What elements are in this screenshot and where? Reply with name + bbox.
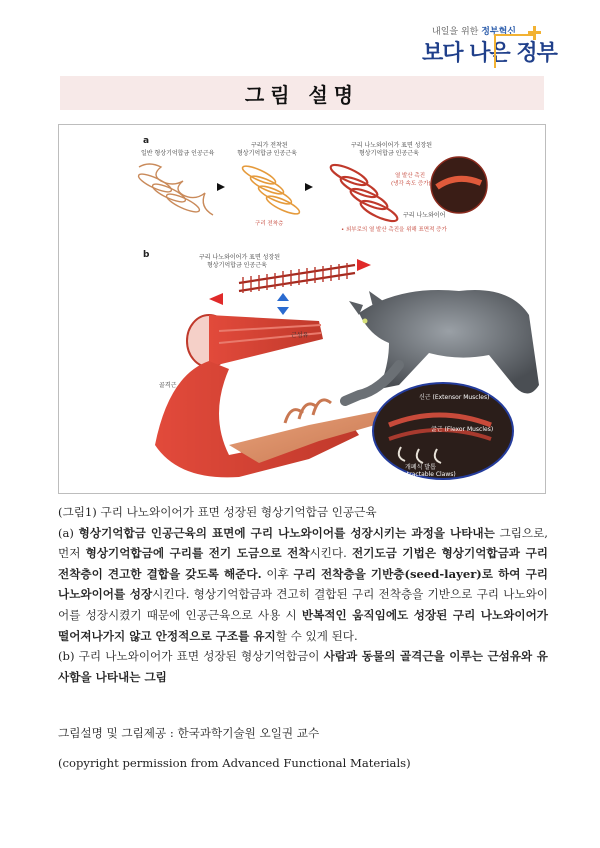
heat-release-label-2: (냉각 속도 증가) bbox=[391, 181, 431, 187]
step2-label-line1: 구리가 전착된 bbox=[251, 142, 288, 149]
caption-a-text-8: 시킨다. 형상기억합금과 견고히 결합된 구리 전착층을 기반으로 구리 나노와이어를 성장시켰기 때문에 인공근육으로 사용 시 bbox=[58, 587, 548, 622]
coil-copper-icon bbox=[241, 163, 302, 217]
figure-illustration bbox=[59, 125, 545, 493]
coil-nanowire-icon bbox=[328, 161, 399, 225]
logo-tagline-emphasis: 정부혁신 bbox=[481, 27, 516, 37]
logo-plus-icon-bar bbox=[528, 31, 541, 34]
caption-a-bold-1: 형상기억합금 인공근육의 표면에 구리 나노와이어를 성장시키는 과정을 나타내는 bbox=[78, 525, 495, 540]
step2-label-line2: 형상기억합금 인공근육 bbox=[237, 150, 297, 157]
logo-bracket-shape bbox=[494, 34, 536, 68]
flexor-label: 굴근 (Flexor Muscles) bbox=[431, 426, 494, 433]
step1-label: 일반 형상기억합금 인공근육 bbox=[141, 150, 215, 157]
caption-a-text-6: 이후 bbox=[261, 566, 294, 581]
figure-credit: 그림설명 및 그림제공 : 한국과학기술원 오일권 교수 bbox=[58, 726, 320, 740]
caption-paragraph-b bbox=[58, 646, 548, 687]
figure-image bbox=[58, 124, 546, 494]
skeletal-muscle-label: 골격근 bbox=[159, 382, 177, 389]
panel-b-title-line2: 형상기억합금 인공근육 bbox=[207, 262, 267, 269]
fingers-icon bbox=[285, 400, 331, 423]
right-arrow-icon bbox=[357, 259, 371, 271]
copper-layer-label: 구리 전착층 bbox=[255, 221, 284, 227]
up-arrow-icon bbox=[277, 293, 289, 301]
arrow-icon bbox=[217, 183, 225, 191]
down-arrow-icon bbox=[277, 307, 289, 315]
government-logo bbox=[418, 22, 557, 70]
claws-label-1: 개폐식 발톱 bbox=[405, 464, 436, 471]
logo-main-text: 보다 나은 정부 bbox=[422, 41, 557, 66]
coil-plain-icon bbox=[137, 164, 213, 215]
caption-body bbox=[58, 502, 548, 687]
extensor-label: 신근 (Extensor Muscles) bbox=[419, 394, 490, 401]
title-banner bbox=[60, 76, 544, 110]
step3-label-line1: 구리 나노와이어가 표면 성장된 bbox=[351, 142, 433, 149]
caption-a-bold-7: 구리 전착층을 기반층(seed-layer)로 하여 구리 나노와이어를 성장 bbox=[58, 566, 548, 602]
caption-a-bold-3: 형상기억합금에 구리를 전기 도금으로 전착 bbox=[85, 546, 310, 561]
logo-tagline-prefix: 내일을 위한 bbox=[432, 27, 479, 37]
panel-b-label: b bbox=[143, 250, 150, 260]
caption-a-prefix: (a) bbox=[58, 525, 79, 540]
caption-b-bold: 사람과 동물의 골격근을 이루는 근섬유와 유사함을 나타내는 그림 bbox=[58, 649, 548, 684]
left-arrow-icon bbox=[209, 293, 223, 305]
copyright-notice: (copyright permission from Advanced Functional Materials) bbox=[58, 756, 411, 770]
surface-area-label: • 외부로의 열 발산 촉진을 위해 표면적 증가 bbox=[341, 227, 447, 233]
muscle-bundle-icon bbox=[187, 315, 323, 367]
caption-a-bold-5: 전기도금 기법은 형상기억합금과 구리 전착층이 견고한 결합을 갖도록 해준다. bbox=[58, 546, 548, 581]
arrow-icon-2 bbox=[305, 183, 313, 191]
page-title: 그림 설명 bbox=[244, 82, 360, 107]
caption-a-text-4: 시킨다. bbox=[309, 546, 353, 561]
panel-b-title-line1: 구리 나노와이어가 표면 성장된 bbox=[199, 254, 281, 261]
heat-release-label-1: 열 발산 촉진 bbox=[395, 173, 426, 179]
caption-b-prefix: (b) 구리 나노와이어가 표면 성장된 형상기억합금이 bbox=[58, 649, 324, 664]
nanowire-label: 구리 나노와이어 bbox=[403, 212, 446, 219]
caption-a-text-2: 그림으로, 먼저 bbox=[58, 525, 548, 561]
caption-a-bold-9: 반복적인 움직임에도 성장된 구리 나노와이어가 떨어져나가지 않고 안정적으로 구조를 유지 bbox=[58, 607, 549, 643]
panel-a-label: a bbox=[143, 136, 150, 146]
caption-paragraph-a bbox=[58, 523, 548, 647]
claws-label-2: (Retractable Claws) bbox=[397, 471, 456, 478]
caption-a-text-10: 할 수 있게 된다. bbox=[275, 628, 358, 643]
caption-heading: (그림1) 구리 나노와이어가 표면 성장된 형상기억합금 인공근육 bbox=[58, 505, 377, 519]
muscle-fiber-label: 근섬유 bbox=[291, 332, 309, 339]
step3-label-line2: 형상기억합금 인공근육 bbox=[359, 150, 419, 157]
